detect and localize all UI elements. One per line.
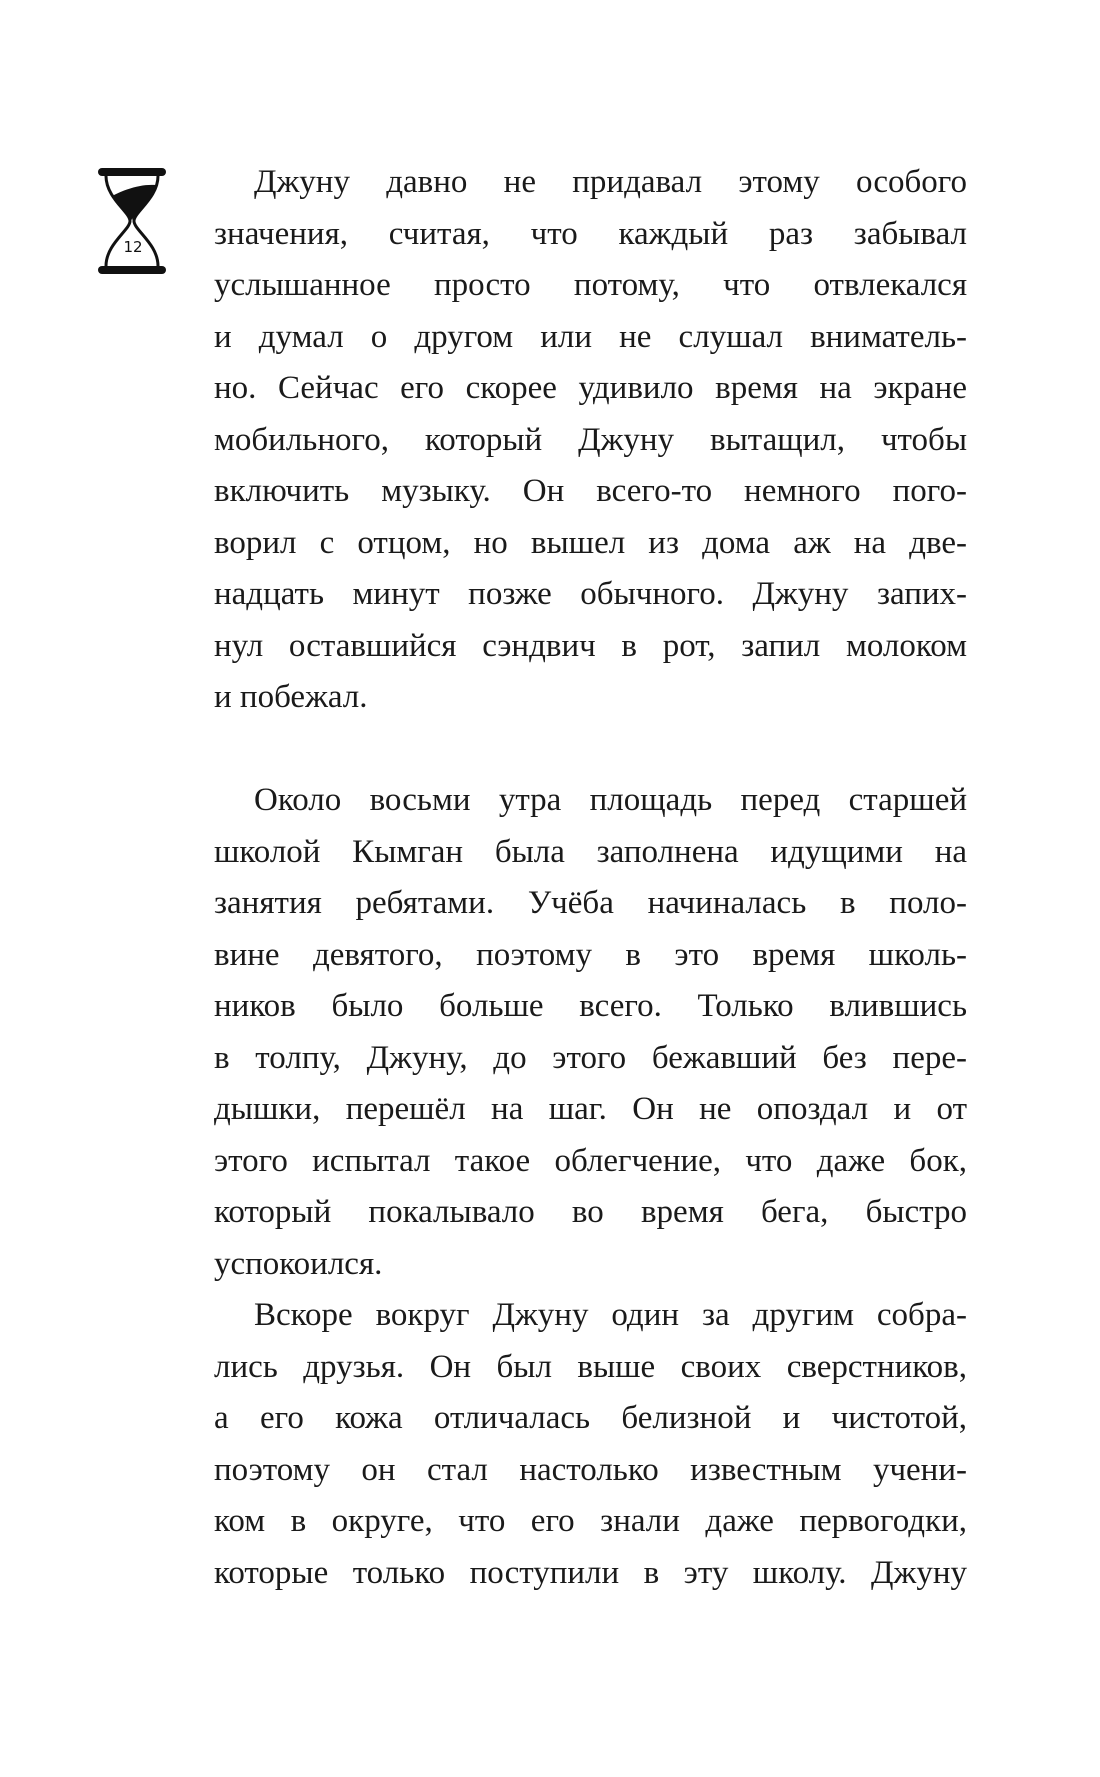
- page-number: 12: [123, 238, 143, 256]
- text-line: и думал о другом или не слушал вниматель-: [214, 318, 967, 355]
- text-line: но. Сейчас его скорее удивило время на экране: [214, 370, 967, 406]
- text-line: дышки, перешёл на шаг. Он не опоздал и от: [214, 1091, 967, 1127]
- text-line: и побежал.: [214, 679, 368, 715]
- text-line: Джуну давно не придавал этому особого: [254, 164, 967, 200]
- text-line: ком в округе, что его знали даже первогодки,: [214, 1503, 967, 1539]
- text-line: надцать минут позже обычного. Джуну запих-: [214, 576, 967, 612]
- text-line: значения, считая, что каждый раз забывал: [214, 215, 967, 252]
- text-line: мобильного, который Джуну вытащил, чтобы: [214, 421, 967, 458]
- paragraph: [214, 157, 967, 724]
- text-line: поэтому он стал настолько известным учени-: [214, 1451, 967, 1488]
- text-line: в толпу, Джуну, до этого бежавший без пере-: [214, 1039, 967, 1076]
- body-text: [214, 157, 967, 1599]
- text-line: ников было больше всего. Только влившись: [214, 988, 967, 1024]
- hourglass-icon: [98, 168, 166, 274]
- text-line: нул оставшийся сэндвич в рот, запил молоком: [214, 627, 967, 664]
- paragraph: [214, 775, 967, 1290]
- text-line: услышанное просто потому, что отвлекался: [214, 267, 967, 303]
- text-line: включить музыку. Он всего-то немного пого-: [214, 473, 967, 509]
- text-line: успокоился.: [214, 1245, 383, 1282]
- text-line: который покалывало во время бега, быстро: [214, 1194, 967, 1230]
- paragraph: [214, 1290, 967, 1599]
- text-line: ворил с отцом, но вышел из дома аж на две-: [214, 524, 967, 561]
- text-line: а его кожа отличалась белизной и чистотой,: [214, 1400, 967, 1436]
- text-line: лись друзья. Он был выше своих сверстников,: [214, 1348, 967, 1385]
- text-line: которые только поступили в эту школу. Джуну: [214, 1554, 967, 1591]
- text-line: этого испытал такое облегчение, что даже бок,: [214, 1142, 967, 1179]
- text-line: занятия ребятами. Учёба начиналась в поло-: [214, 885, 967, 921]
- section-break: [214, 724, 967, 776]
- text-line: Около восьми утра площадь перед старшей: [254, 782, 967, 818]
- text-line: школой Кымган была заполнена идущими на: [214, 833, 967, 870]
- text-line: Вскоре вокруг Джуну один за другим собра-: [254, 1297, 967, 1333]
- text-line: вине девятого, поэтому в это время школь-: [214, 936, 967, 973]
